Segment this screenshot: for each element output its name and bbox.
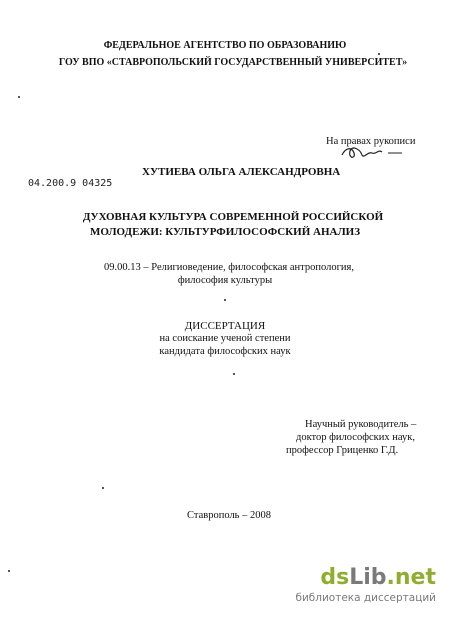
dslib-watermark xyxy=(266,565,436,605)
scan-speck xyxy=(8,570,10,572)
logo-ds: ds xyxy=(320,565,350,590)
scan-speck xyxy=(378,53,380,55)
scan-speck xyxy=(224,299,226,301)
supervisor-line-3: профессор Гриценко Г.Д. xyxy=(286,445,399,456)
dslib-logo xyxy=(320,565,436,590)
logo-lib: Lib xyxy=(349,565,387,590)
dissertation-line-2: кандидата философских наук xyxy=(159,346,291,357)
specialty-line-2: философия культуры xyxy=(177,275,273,286)
logo-net: .net xyxy=(386,565,436,590)
university-name: ГОУ ВПО «СТАВРОПОЛЬСКИЙ ГОСУДАРСТВЕННЫЙ УНИВЕРСИТЕТ» xyxy=(58,57,408,68)
dissertation-label: ДИССЕРТАЦИЯ xyxy=(184,320,266,332)
place-year: Ставрополь – 2008 xyxy=(187,510,271,521)
supervisor-line-1: Научный руководитель – xyxy=(305,419,417,430)
signature-icon xyxy=(338,143,418,163)
title-line-2: МОЛОДЕЖИ: КУЛЬТУРФИЛОСОФСКИЙ АНАЛИЗ xyxy=(89,226,361,238)
manuscript-note: На правах рукописи xyxy=(326,136,416,147)
author-name: ХУТИЕВА ОЛЬГА АЛЕКСАНДРОВНА xyxy=(142,166,341,178)
watermark-subtitle: библиотека диссертаций xyxy=(295,592,436,604)
specialty-line-1: 09.00.13 – Религиоведение, философская антропология, xyxy=(104,262,354,273)
registry-number: 04.200.9 04325 xyxy=(28,178,113,189)
agency-name: ФЕДЕРАЛЬНОЕ АГЕНТСТВО ПО ОБРАЗОВАНИЮ xyxy=(103,40,347,51)
scan-speck xyxy=(102,487,104,489)
scan-speck xyxy=(18,96,20,98)
dissertation-line-1: на соискание ученой степени xyxy=(159,333,291,344)
supervisor-line-2: доктор философских наук, xyxy=(296,432,415,443)
title-line-1: ДУХОВНАЯ КУЛЬТУРА СОВРЕМЕННОЙ РОССИЙСКОЙ xyxy=(82,211,384,223)
scan-speck xyxy=(233,373,235,375)
